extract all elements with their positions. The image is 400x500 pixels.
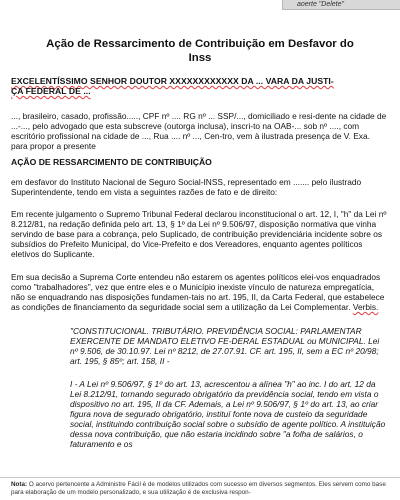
facts-paragraph-text: Em recente julgamento o Supremo Tribunal Federal declarou inconstitucional o art. 12, I, "h" da Lei nº 8.212/81, na redação definida pelo art. 13, § 1º da Lei nº 9.506/97, disposição normativa que vinha servindo de base para a cobrança, pelo Suplicado, de contribuição previdenciária incidente sobre os subsídios do Prefeito Municipal, do Vice-Prefeito e dos Vereadores, enquanto agentes políticos eletivos do Suplicante.	[11, 209, 387, 259]
footer-text	[11, 481, 391, 497]
qualification-paragraph: ..., brasileiro, casado, profissão....., CPF nº .... RG nº ... SSP/..., domiciliado e resi-dente na cidade de ...-..., pelo advogado que esta subscreve (outorga inclusa), inscri-to na OAB-... sob nº ...., com escritório profissional na cidade de ..., Rua .... nº ..., Cen-tro, vem à ilustrada presença de V. Exa. para propor a presente	[11, 111, 387, 151]
quote-header: "CONSTITUCIONAL. TRIBUTÁRIO. PREVIDÊNCIA SOCIAL: PARLAMENTAR EXERCENTE DE MANDATO ELETIVO FE-DERAL ESTADUAL ou MUNICIPAL. Lei nº 9.506, de 30.10.97. Lei nº 8212, de 27.07.91. CF. art. 195, II, sem a EC nº 20/98; art. 195, § 85º; art. 158, II -	[70, 326, 380, 366]
section-heading: AÇÃO DE RESSARCIMENTO DE CONTRIBUIÇÃO	[11, 157, 212, 167]
decision-paragraph-text: Em sua decisão a Suprema Corte entendeu não estarem os agentes políticos elei-vos enquadrados como "trabalhadores", vez que entre eles e o Município inexiste vínculo de natureza empregatícia, não se enquadrando nas disposições fundamen-tais no art. 195, II, da Carta Federal, que estabelece as condições de financiamento da seguridade social sem a utilização da Lei Complementar.	[11, 272, 385, 312]
decision-paragraph	[11, 272, 387, 312]
addressee-line2	[11, 86, 387, 96]
addressee	[11, 76, 387, 96]
defendant-paragraph: em desfavor do Instituto Nacional de Seguro Social-INSS, representado em ....... pelo ilustrado Superintendente, tendo em vista a seguintes razões de fato e de direito:	[11, 177, 362, 197]
facts-paragraph	[11, 209, 387, 259]
verbis-word: Verbis.	[352, 302, 379, 312]
document-title-line1: Ação de Ressarcimento de Contribuição em Desfavor do	[46, 38, 354, 50]
corner-note: aoerte "Delete"	[282, 0, 400, 10]
addressee-line1-text: EXCELENTÍSSIMO SENHOR DOUTOR XXXXXXXXXXXX DA ... VARA DA JUSTI-	[11, 76, 334, 86]
footer-note	[0, 477, 400, 500]
addressee-line2-text: ÇA FEDERAL DE ...	[11, 86, 91, 96]
document-title-line2: Inss	[188, 52, 212, 64]
quote-body: I - A Lei nº 9.506/97, § 1º do art. 13, acrescentou a alínea "h" ao inc. I do art. 12 da Lei 8.212/91, tornando segurado obrigatório da previdência social, tendo em vista o dispositivo no art. 195, II da CF. Ademais, a Lei nº 9.506/97, § 1º do art. 13, ao criar figura nova de segurado obrigatório, instituí fonte nova de custeio da seguridade social, instituindo contribuição social sobre o subsídio de agente político. A instituição dessa nova contribuição, que não estaria incidindo sobre "a folha de salários, o faturamento e os	[70, 379, 386, 449]
footer-body: O acervo pertencente a Administre Fácil é de modelos utilizados com sucesso em diversos segmentos. Eles servem como base para elaboração de um modelo personalizado, e sua utilização é de exclusiva respon-	[11, 481, 386, 496]
addressee-line1	[11, 76, 387, 86]
document-title	[0, 37, 400, 65]
footer-label: Nota:	[11, 481, 28, 488]
